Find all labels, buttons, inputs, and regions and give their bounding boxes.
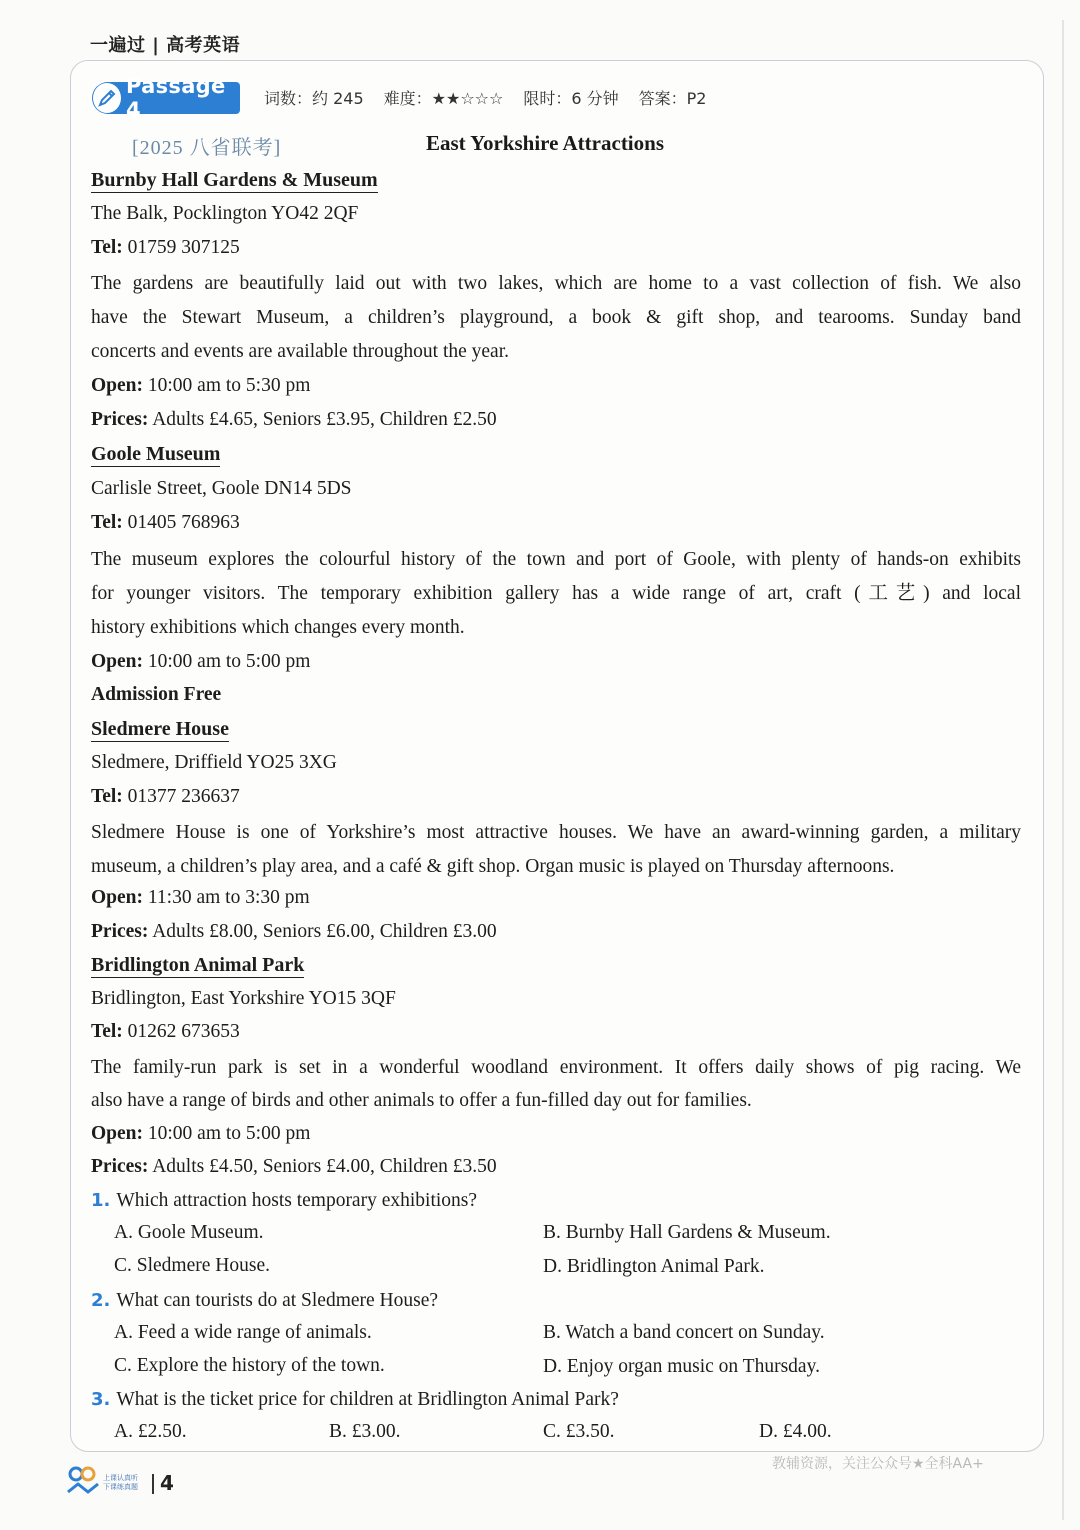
attraction-desc-line: The gardens are beautifully laid out with two lakes, which are home to a vast collection of fish. We also bbox=[91, 273, 1021, 294]
attraction-desc-line: The family-run park is set in a wonderful woodland environment. It offers daily shows of pig racing. We bbox=[91, 1057, 1021, 1078]
passage-meta bbox=[264, 86, 707, 109]
book-header: 一遍过 | 高考英语 bbox=[90, 35, 241, 56]
question-text: What is the ticket price for children at Bridlington Animal Park? bbox=[116, 1389, 619, 1410]
attraction-name: Goole Museum bbox=[91, 443, 221, 465]
attraction-open: Open: 11:30 am to 3:30 pm bbox=[91, 887, 310, 908]
page-number: 4 bbox=[160, 1471, 174, 1495]
question-text: What can tourists do at Sledmere House? bbox=[116, 1290, 439, 1311]
attraction-tel: Tel: 01262 673653 bbox=[91, 1021, 240, 1042]
pen-icon bbox=[93, 83, 121, 113]
question bbox=[91, 1388, 1021, 1412]
attraction-desc-line: history exhibitions which changes every month. bbox=[91, 617, 465, 638]
attraction-desc-line: have the Stewart Museum, a children’s playground, a book & gift shop, and tearooms. Sunday band bbox=[91, 307, 1021, 328]
answer-option[interactable]: A. £2.50. bbox=[114, 1421, 187, 1442]
answer-option[interactable]: A. Feed a wide range of animals. bbox=[114, 1322, 372, 1343]
attraction-desc-line: also have a range of birds and other animals to offer a fun-filled day out for families. bbox=[91, 1090, 752, 1111]
publisher-slogan bbox=[103, 1474, 138, 1492]
attraction-name: Burnby Hall Gardens & Museum bbox=[91, 169, 378, 191]
attraction-address: The Balk, Pocklington YO42 2QF bbox=[91, 203, 359, 224]
answer-option[interactable]: C. £3.50. bbox=[543, 1421, 615, 1442]
page-edge bbox=[1062, 20, 1064, 1520]
attraction-address: Bridlington, East Yorkshire YO15 3QF bbox=[91, 988, 396, 1009]
attraction-prices: Prices: Adults £8.00, Seniors £6.00, Children £3.00 bbox=[91, 921, 497, 942]
question-text: Which attraction hosts temporary exhibitions? bbox=[116, 1190, 478, 1211]
answer-option[interactable]: A. Goole Museum. bbox=[114, 1222, 264, 1243]
question-number: 3. bbox=[91, 1389, 111, 1410]
attraction-open: Open: 10:00 am to 5:30 pm bbox=[91, 375, 311, 396]
attraction-desc-line: Sledmere House is one of Yorkshire’s most attractive houses. We have an award-winning garden, a military bbox=[91, 822, 1021, 843]
attraction-desc-line: The museum explores the colourful history of the town and port of Goole, with plenty of hands-on exhibits bbox=[91, 549, 1021, 570]
answer-option[interactable]: C. Sledmere House. bbox=[114, 1255, 270, 1276]
word-count: 词数：约 245 bbox=[264, 89, 364, 108]
answer-option[interactable]: D. Enjoy organ music on Thursday. bbox=[543, 1356, 820, 1377]
attraction-tel: Tel: 01377 236637 bbox=[91, 786, 240, 807]
answer-ref: 答案：P2 bbox=[638, 89, 707, 108]
attraction-open: Open: 10:00 am to 5:00 pm bbox=[91, 1123, 311, 1144]
attraction-address: Sledmere, Driffield YO25 3XG bbox=[91, 752, 337, 773]
attraction-open: Open: 10:00 am to 5:00 pm bbox=[91, 651, 311, 672]
question-number: 2. bbox=[91, 1290, 111, 1311]
attraction-tel: Tel: 01759 307125 bbox=[91, 237, 240, 258]
answer-option[interactable]: C. Explore the history of the town. bbox=[114, 1355, 385, 1376]
attraction-desc-line: concerts and events are available throughout the year. bbox=[91, 341, 509, 362]
attraction-name: Bridlington Animal Park bbox=[91, 954, 305, 976]
question bbox=[91, 1189, 1021, 1213]
passage-title: East Yorkshire Attractions bbox=[426, 131, 664, 155]
passage-badge bbox=[92, 74, 240, 122]
time-limit: 限时：6 分钟 bbox=[523, 89, 619, 108]
attraction-desc-line: for younger visitors. The temporary exhibition gallery has a wide range of art, craft (工艺) and local bbox=[91, 583, 1021, 604]
attraction-address: Carlisle Street, Goole DN14 5DS bbox=[91, 478, 352, 499]
attraction-admission: Admission Free bbox=[91, 684, 222, 705]
passage-source: [2025 八省联考] bbox=[132, 137, 282, 159]
answer-option[interactable]: B. Burnby Hall Gardens & Museum. bbox=[543, 1222, 831, 1243]
answer-option[interactable]: B. Watch a band concert on Sunday. bbox=[543, 1322, 825, 1343]
attraction-name: Sledmere House bbox=[91, 718, 229, 740]
question bbox=[91, 1289, 1021, 1313]
footer-divider bbox=[152, 1474, 154, 1494]
slogan-line: 下课练真题 bbox=[103, 1483, 138, 1491]
difficulty: 难度：★★☆☆☆ bbox=[383, 89, 504, 108]
answer-option[interactable]: B. £3.00. bbox=[329, 1421, 401, 1442]
attraction-desc-line: museum, a children’s play area, and a café & gift shop. Organ music is played on Thursday afternoons. bbox=[91, 856, 895, 877]
question-number: 1. bbox=[91, 1190, 111, 1211]
passage-label: Passage 4 bbox=[126, 74, 226, 122]
answer-option[interactable]: D. £4.00. bbox=[759, 1421, 832, 1442]
attraction-prices: Prices: Adults £4.50, Seniors £4.00, Children £3.50 bbox=[91, 1156, 497, 1177]
slogan-line: 上课认真听 bbox=[103, 1474, 138, 1482]
answer-option[interactable]: D. Bridlington Animal Park. bbox=[543, 1256, 765, 1277]
watermark: 教辅资源，关注公众号★全科AA+ bbox=[772, 1456, 984, 1472]
attraction-prices: Prices: Adults £4.65, Seniors £3.95, Children £2.50 bbox=[91, 409, 497, 430]
attraction-tel: Tel: 01405 768963 bbox=[91, 512, 240, 533]
